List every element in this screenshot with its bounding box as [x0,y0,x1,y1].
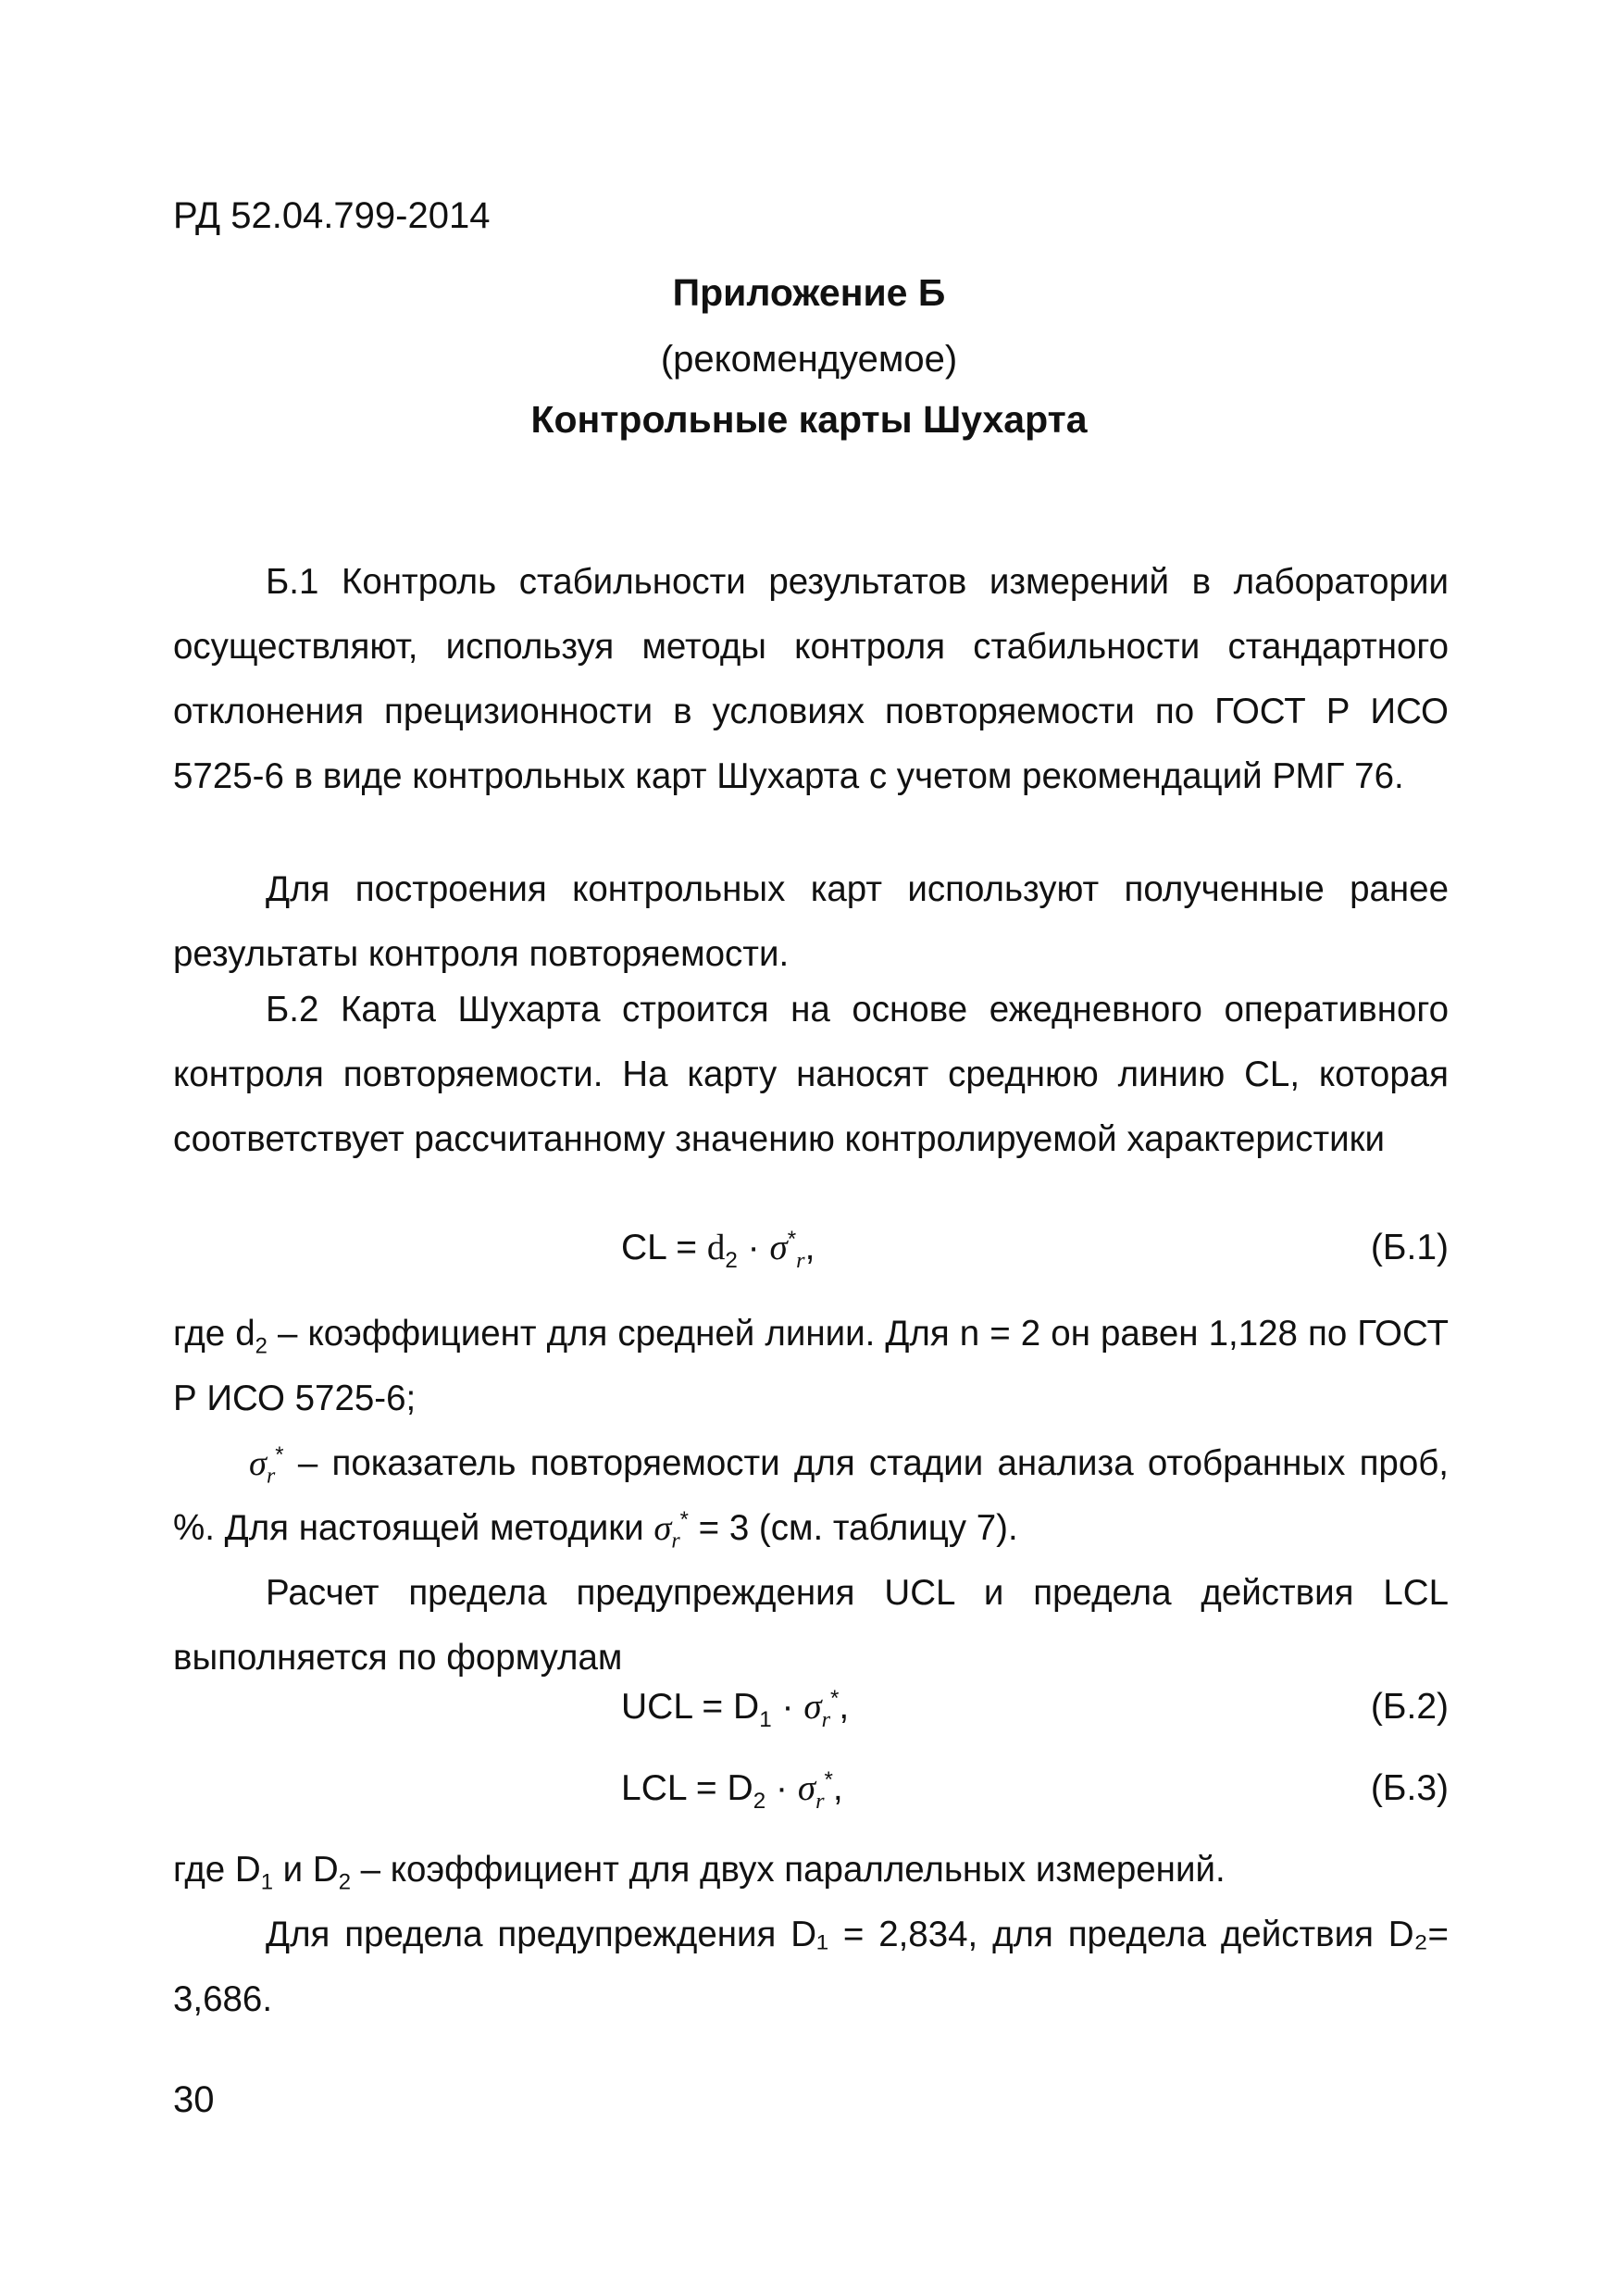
where-sigma-value: = 3 (см. таблицу 7). [688,1508,1018,1548]
where-sigma-symbol: σ [249,1444,267,1483]
formula-b2 [173,1678,1449,1737]
paragraph-limits: Расчет предела предупреждения UCL и предела действия LCL выполняется по формулам [173,1573,1449,1678]
formula-b1-r: r [796,1247,805,1273]
where-d2-text: – коэффициент для средней линии. Для n = 2 он равен 1,128 по ГОСТ Р ИСО 5725-6; [173,1314,1449,1418]
where-d1d2-conj: и D [272,1850,339,1890]
where-d2-definition [173,1302,1449,1431]
paragraph-coefficients: Для предела предупреждения D₁ = 2,834, для предела действия D₂= 3,686. [173,1915,1449,2019]
where-sigma-star: * [275,1442,284,1468]
where-sigma-star-2: * [679,1507,689,1533]
formula-b2-dot: · [771,1687,804,1727]
formula-b1-sigma: σ [769,1228,788,1267]
where-d1d2-text: – коэффициент для двух параллельных измерений. [350,1850,1226,1890]
formula-b1-tail: , [804,1228,815,1267]
formula-b2-tail: , [839,1687,850,1727]
where-sigma-definition [173,1431,1449,1561]
formula-b3-star: * [824,1767,833,1792]
formula-b2-star: * [829,1686,840,1711]
appendix-title: Приложение Б [672,271,946,314]
formula-b3-D: D [727,1768,753,1808]
where-d2-prefix: где d [173,1314,255,1354]
formula-b1-number: (Б.1) [1370,1228,1449,1267]
formula-b3 [173,1759,1449,1818]
paragraph-b2: Б.2 Карта Шухарта строится на основе ежедневного оперативного контроля повторяемости. На карту наносят среднюю линию CL, которая соответствует рассчитанному значению контролируемой характеристики [173,990,1449,1159]
formula-b3-r: r [815,1788,825,1814]
formula-b1-lhs: CL = [621,1228,707,1267]
formula-b3-tail: , [832,1768,843,1808]
formula-b2-expression [621,1678,849,1737]
where-d1d2-prefix: где D [173,1850,261,1890]
page-number: 30 [173,2079,215,2120]
formula-b1-expression [621,1218,815,1278]
formula-b2-lhs: UCL = [621,1687,734,1727]
paragraph-construction: Для построения контрольных карт используют полученные ранее результаты контроля повторяемости. [173,869,1449,974]
formula-b3-sigma: σ [797,1768,816,1808]
formula-b3-number: (Б.3) [1370,1768,1449,1808]
formula-b3-lhs: LCL = [621,1768,728,1808]
where-d1-sub: 1 [260,1869,273,1895]
document-code: РД 52.04.799-2014 [173,195,491,236]
formula-b3-D-sub: 2 [753,1788,766,1814]
paragraph-b1: Б.1 Контроль стабильности результатов измерений в лаборатории осуществляют, используя методы контроля стабильности стандартного отклонения прецизионности в условиях повторяемости по ГОСТ Р ИСО 5725-6 в виде контрольных карт Шухарта с учетом рекомендаций РМГ 76. [173,562,1449,796]
where-sigma-r-2: r [671,1529,680,1554]
formula-b1 [173,1218,1449,1278]
formula-b2-number: (Б.2) [1370,1687,1449,1727]
formula-b1-dot: · [737,1228,770,1267]
formula-b1-d-sub: 2 [725,1247,738,1273]
formula-b1-star: * [787,1227,797,1252]
appendix-heading: Контрольные карты Шухарта [530,398,1088,441]
where-sigma-symbol-2: σ [653,1509,672,1548]
where-d1-d2-definition [173,1838,1449,1903]
formula-b2-D: D [733,1687,760,1727]
formula-b3-dot: · [765,1768,798,1808]
where-sigma-text: – показатель повторяемости для стадии анализа отобранных проб, %. Для настоящей методики [173,1443,1449,1548]
formula-b1-d: d [706,1228,726,1267]
formula-b3-expression [621,1759,843,1818]
where-d2-sub-2: 2 [338,1869,351,1895]
formula-b2-D-sub: 1 [759,1706,772,1732]
appendix-status: (рекомендуемое) [660,339,958,380]
where-sigma-r: r [267,1464,276,1489]
formula-b2-r: r [821,1706,830,1732]
where-d2-sub: 2 [255,1333,268,1359]
formula-b2-sigma: σ [803,1687,822,1727]
